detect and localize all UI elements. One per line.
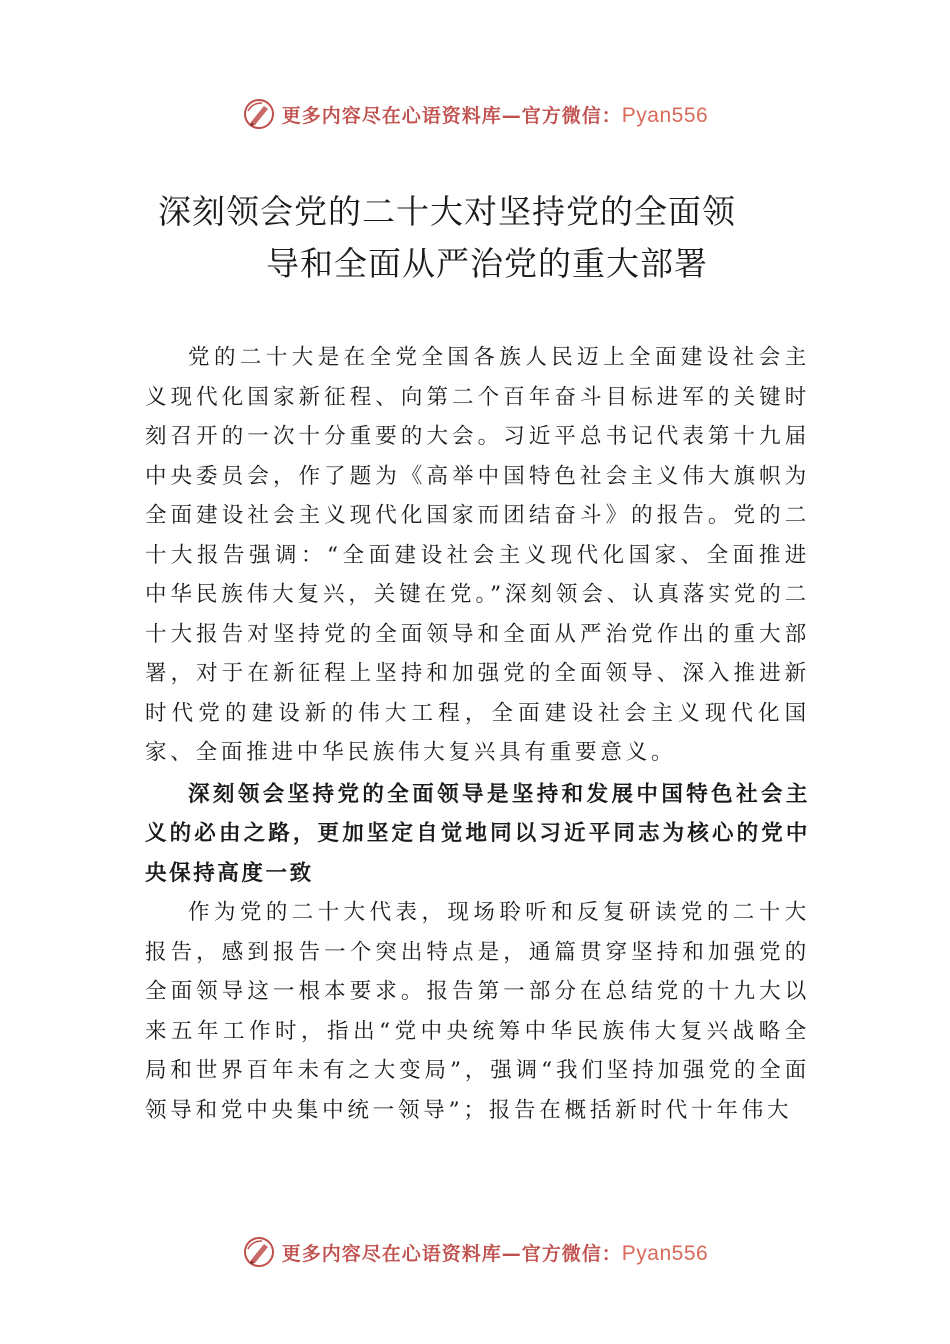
title-line-1: 深刻领会党的二十大对坚持党的全面领	[158, 192, 736, 231]
pen-logo-icon	[242, 1235, 276, 1269]
document-body	[145, 338, 810, 1130]
document-title	[140, 186, 820, 290]
body-paragraph: 作为党的二十大代表，现场聆听和反复研读党的二十大报告，感到报告一个突出特点是，通篇贯穿坚持和加强党的全面领导这一根本要求。报告第一部分在总结党的十九大以来五年工作时，指出“党中央统筹中华民族伟大复兴战略全局和世界百年未有之大变局”，强调“我们坚持加强党的全面领导和党中央集中统一领导”；报告在概括新时代十年伟大	[145, 900, 810, 1123]
title-line-2: 导和全面从严治党的重大部署	[266, 244, 708, 283]
banner-text	[282, 1239, 708, 1266]
footer-banner	[0, 1232, 950, 1272]
header-banner	[0, 94, 950, 134]
banner-label: 更多内容尽在心语资料库—官方微信：	[281, 1242, 622, 1265]
banner-wechat-id: Pyan556	[621, 103, 709, 127]
body-paragraph: 党的二十大是在全党全国各族人民迈上全面建设社会主义现代化国家新征程、向第二个百年奋斗目标进军的关键时刻召开的一次十分重要的大会。习近平总书记代表第十九届中央委员会，作了题为《高举中国特色社会主义伟大旗帜为全面建设社会主义现代化国家而团结奋斗》的报告。党的二十大报告强调：“全面建设社会主义现代化国家、全面推进中华民族伟大复兴，关键在党。”深刻领会、认真落实党的二十大报告对坚持党的全面领导和全面从严治党作出的重大部署，对于在新征程上坚持和加强党的全面领导、深入推进新时代党的建设新的伟大工程，全面建设社会主义现代化国家、全面推进中华民族伟大复兴具有重要意义。	[145, 345, 810, 765]
section-heading: 深刻领会坚持党的全面领导是坚持和发展中国特色社会主义的必由之路，更加坚定自觉地同以习近平同志为核心的党中央保持高度一致	[145, 781, 810, 886]
pen-logo-icon	[242, 97, 276, 131]
banner-text	[282, 101, 708, 128]
banner-label: 更多内容尽在心语资料库—官方微信：	[281, 104, 622, 127]
banner-wechat-id: Pyan556	[621, 1241, 709, 1265]
